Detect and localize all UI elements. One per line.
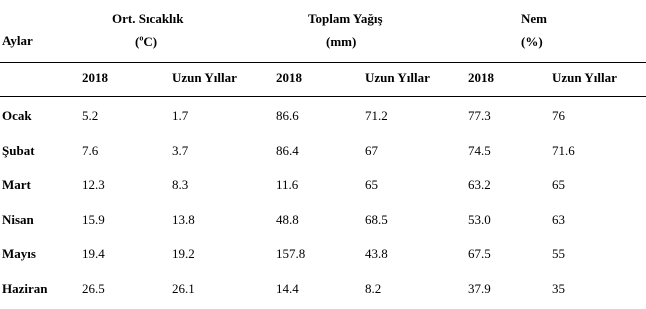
table-cell: 8.3 bbox=[172, 177, 189, 192]
table-cell: 71.2 bbox=[365, 108, 388, 123]
subcol-header: Uzun Yıllar bbox=[172, 70, 237, 85]
table-cell: 1.7 bbox=[172, 108, 189, 123]
group-title-precipitation: Toplam Yağış bbox=[308, 11, 383, 26]
table-cell: 7.6 bbox=[82, 143, 99, 158]
group-title-humidity: Nem bbox=[521, 11, 547, 26]
table-cell: 68.5 bbox=[365, 212, 388, 227]
group-unit-temperature: ($^o$C) bbox=[135, 33, 158, 49]
table-cell: 19.4 bbox=[82, 246, 105, 261]
table-cell: 77.3 bbox=[468, 108, 491, 123]
table-cell: 157.8 bbox=[276, 246, 306, 261]
table-cell: 63.2 bbox=[468, 177, 491, 192]
row-month-label: Mayıs bbox=[2, 246, 36, 261]
table-cell: 8.2 bbox=[365, 281, 382, 296]
table-cell: 35 bbox=[552, 281, 565, 296]
table-cell: 15.9 bbox=[82, 212, 105, 227]
table-cell: 11.6 bbox=[276, 177, 299, 192]
subcol-header: Uzun Yıllar bbox=[552, 70, 617, 85]
table-cell: 65 bbox=[552, 177, 565, 192]
row-month-label: Ocak bbox=[2, 108, 32, 123]
table-cell: 71.6 bbox=[552, 143, 575, 158]
row-month-label: Haziran bbox=[2, 281, 48, 296]
group-title-temperature: Ort. Sıcaklık bbox=[112, 11, 184, 26]
header-bottom-rule bbox=[0, 96, 646, 97]
table-cell: 67.5 bbox=[468, 246, 491, 261]
table-cell: 48.8 bbox=[276, 212, 299, 227]
table-cell: 86.6 bbox=[276, 108, 299, 123]
table-cell: 12.3 bbox=[82, 177, 105, 192]
table-cell: 76 bbox=[552, 108, 565, 123]
table-cell: 65 bbox=[365, 177, 378, 192]
subcol-header: 2018 bbox=[82, 70, 108, 85]
table-cell: 5.2 bbox=[82, 108, 99, 123]
table-cell: 55 bbox=[552, 246, 565, 261]
group-unit-humidity: (%) bbox=[521, 34, 543, 49]
table-cell: 37.9 bbox=[468, 281, 491, 296]
header-top-rule bbox=[0, 62, 646, 63]
table-cell: 26.5 bbox=[82, 281, 105, 296]
table-cell: 13.8 bbox=[172, 212, 195, 227]
row-month-label: Mart bbox=[2, 177, 31, 192]
table-cell: 43.8 bbox=[365, 246, 388, 261]
table-cell: 19.2 bbox=[172, 246, 195, 261]
table-cell: 63 bbox=[552, 212, 565, 227]
table-cell: 74.5 bbox=[468, 143, 491, 158]
table-cell: 3.7 bbox=[172, 143, 189, 158]
subcol-header: 2018 bbox=[468, 70, 494, 85]
row-month-label: Nisan bbox=[2, 212, 34, 227]
table-cell: 14.4 bbox=[276, 281, 299, 296]
subcol-header: 2018 bbox=[276, 70, 302, 85]
table-cell: 26.1 bbox=[172, 281, 195, 296]
table-cell: 67 bbox=[365, 143, 378, 158]
table-cell: 86.4 bbox=[276, 143, 299, 158]
group-unit-precipitation: (mm) bbox=[326, 34, 357, 49]
table-cell: 53.0 bbox=[468, 212, 491, 227]
row-header-label: Aylar bbox=[2, 33, 33, 48]
row-month-label: Şubat bbox=[2, 143, 35, 158]
subcol-header: Uzun Yıllar bbox=[365, 70, 430, 85]
